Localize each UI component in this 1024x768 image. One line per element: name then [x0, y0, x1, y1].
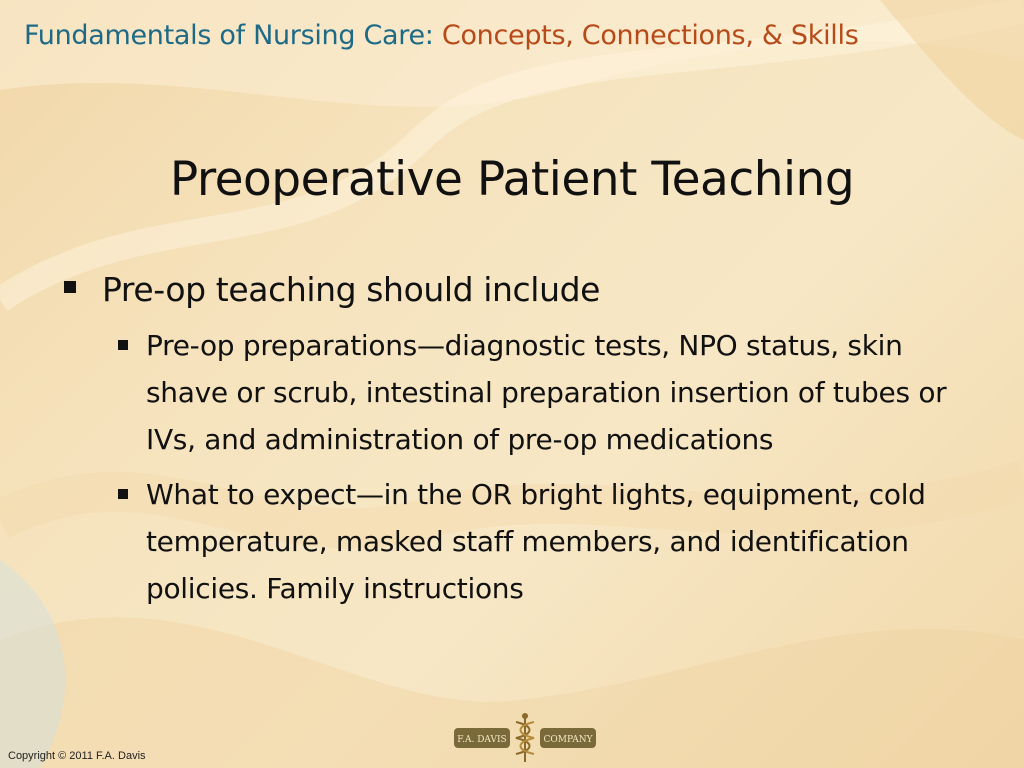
bullet-level1-text: Pre-op teaching should include — [102, 270, 601, 309]
slide-title: Preoperative Patient Teaching — [169, 152, 855, 207]
course-title-part2: Concepts, Connections, & Skills — [441, 20, 859, 51]
sub-bullet-item — [106, 322, 966, 463]
caduceus-logo-icon — [452, 712, 598, 764]
sub-bullet-list — [62, 322, 982, 612]
course-title-part1: Fundamentals of Nursing Care: — [24, 20, 442, 51]
logo-right-text: COMPANY — [543, 735, 593, 745]
bullet-level1 — [62, 268, 982, 312]
sub-bullet-text: Pre-op preparations—diagnostic tests, NPO status, skin shave or scrub, intestinal preparation insertion of tubes or IVs, and administration of pre-op medications — [146, 329, 947, 456]
logo-left-text: F.A. DAVIS — [457, 735, 507, 745]
square-bullet-icon — [118, 340, 128, 350]
bullet-list — [62, 268, 982, 620]
square-bullet-icon — [64, 281, 76, 293]
sub-bullet-item — [106, 471, 966, 612]
square-bullet-icon — [118, 489, 128, 499]
sub-bullet-text: What to expect—in the OR bright lights, equipment, cold temperature, masked staff members, and identification policies. Family instructions — [146, 478, 926, 605]
course-title-header — [24, 20, 858, 51]
copyright-text: Copyright © 2011 F.A. Davis — [8, 750, 146, 762]
